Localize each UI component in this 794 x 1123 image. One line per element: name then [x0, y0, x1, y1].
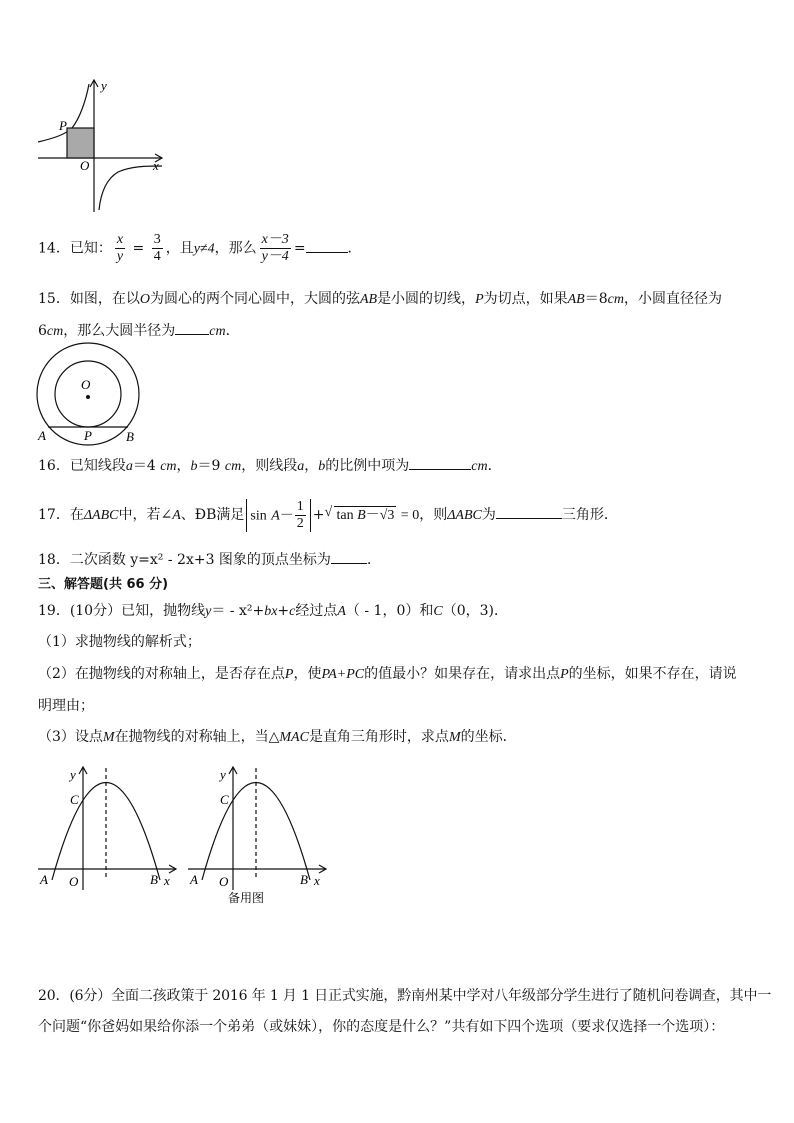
fig19-caption: 备用图 — [228, 891, 265, 905]
answer-blank-17 — [496, 506, 562, 519]
fig19b-b-label: B — [300, 872, 308, 887]
fig15-a-label: A — [38, 428, 46, 443]
parabola-figure-2 — [188, 767, 326, 890]
fig13-y-label: y — [101, 78, 107, 93]
question-14: 14．已知： $\frac{x}{y}$ = $\frac{3}{4}$ ，且y≠4，那么 $\frac{x-3}{y-4}$ = ． — [38, 232, 362, 264]
section-title: 三、解答题(共 66 分) — [38, 577, 169, 592]
question-19-line-1: 19．(10分）已知，抛物线y＝ - x²+bx+c经过点A（ - 1，0）和C（0，3)． — [38, 603, 508, 619]
answer-blank-15 — [175, 322, 209, 335]
fig15-o-label: O — [81, 377, 91, 392]
question-20-line-2: 个问题“你爸妈如果给你添一个弟弟（或妹妹），你的态度是什么？”共有如下四个选项（要求仅选择一个选项）： — [38, 1019, 725, 1035]
fig19a-x-label: x — [164, 873, 170, 888]
fig19b-c-label: C — [220, 792, 229, 807]
fig19b-x-label: x — [314, 873, 320, 888]
question-15-line-1: 15．如图，在以O为圆心的两个同心圆中，大圆的弦AB是小圆的切线，P为切点，如果AB＝8cm，小圆直径径为 — [38, 291, 722, 307]
question-16: 16．已知线段a＝4 cm，b＝9 cm，则线段a，b的比例中项为 cm． — [38, 458, 502, 474]
fraction-3-over-4: $\frac{3}{4}$ — [153, 232, 161, 264]
fig13-p-label: P — [59, 118, 67, 133]
fig19b-o-label: O — [219, 874, 229, 889]
fig13-x-label: x — [153, 158, 159, 173]
question-19-part-2: （2）在抛物线的对称轴上，是否存在点P，使PA+PC的值最小？如果存在，请求出点P的坐标，如果不存在，请说 — [38, 666, 737, 682]
answer-blank-16 — [409, 457, 471, 470]
fraction-x-over-y: $\frac{x}{y}$ — [116, 232, 124, 264]
fig19a-c-label: C — [70, 792, 79, 807]
parabola-figure-1 — [38, 767, 176, 890]
answer-blank-14 — [306, 240, 348, 253]
fig19a-o-label: O — [69, 874, 79, 889]
question-19-part-2-cont: 明理由； — [38, 698, 94, 714]
square-root: √ tan B－√3 — [324, 505, 395, 523]
fig13-o-label: O — [80, 158, 90, 173]
fig19b-a-label: A — [190, 872, 198, 887]
question-18: 18．二次函数 y=x² - 2x+3 图象的顶点坐标为 ． — [38, 552, 381, 568]
fraction-expression: $\frac{x-3}{y-4}$ — [261, 232, 289, 264]
question-17: 17．在ΔABC中，若∠A、ÐB满足 sin A－ $\frac{1}{2}$ + √ tan B－√3 = 0，则ΔABC为 三角形． — [38, 498, 618, 531]
answer-blank-18 — [331, 551, 367, 564]
absolute-value: sin A－ $\frac{1}{2}$ — [246, 499, 310, 532]
fig19a-y-label: y — [70, 767, 76, 782]
fig19b-y-label: y — [220, 767, 226, 782]
question-15-line-2: 6cm，那么大圆半径为 cm． — [38, 323, 240, 339]
fig15-p-label: P — [84, 428, 92, 443]
fig15-b-label: B — [126, 429, 134, 444]
fig19a-b-label: B — [150, 872, 158, 887]
question-19-part-1: （1）求抛物线的解析式； — [38, 634, 201, 650]
fig19a-a-label: A — [40, 872, 48, 887]
question-20-line-1: 20．(6分）全面二孩政策于 2016 年 1 月 1 日正式实施，黔南州某中学对八年级部分学生进行了随机问卷调查，其中一 — [38, 988, 772, 1004]
question-19-part-3: （3）设点M在抛物线的对称轴上，当△MAC是直角三角形时，求点M的坐标． — [38, 729, 517, 745]
